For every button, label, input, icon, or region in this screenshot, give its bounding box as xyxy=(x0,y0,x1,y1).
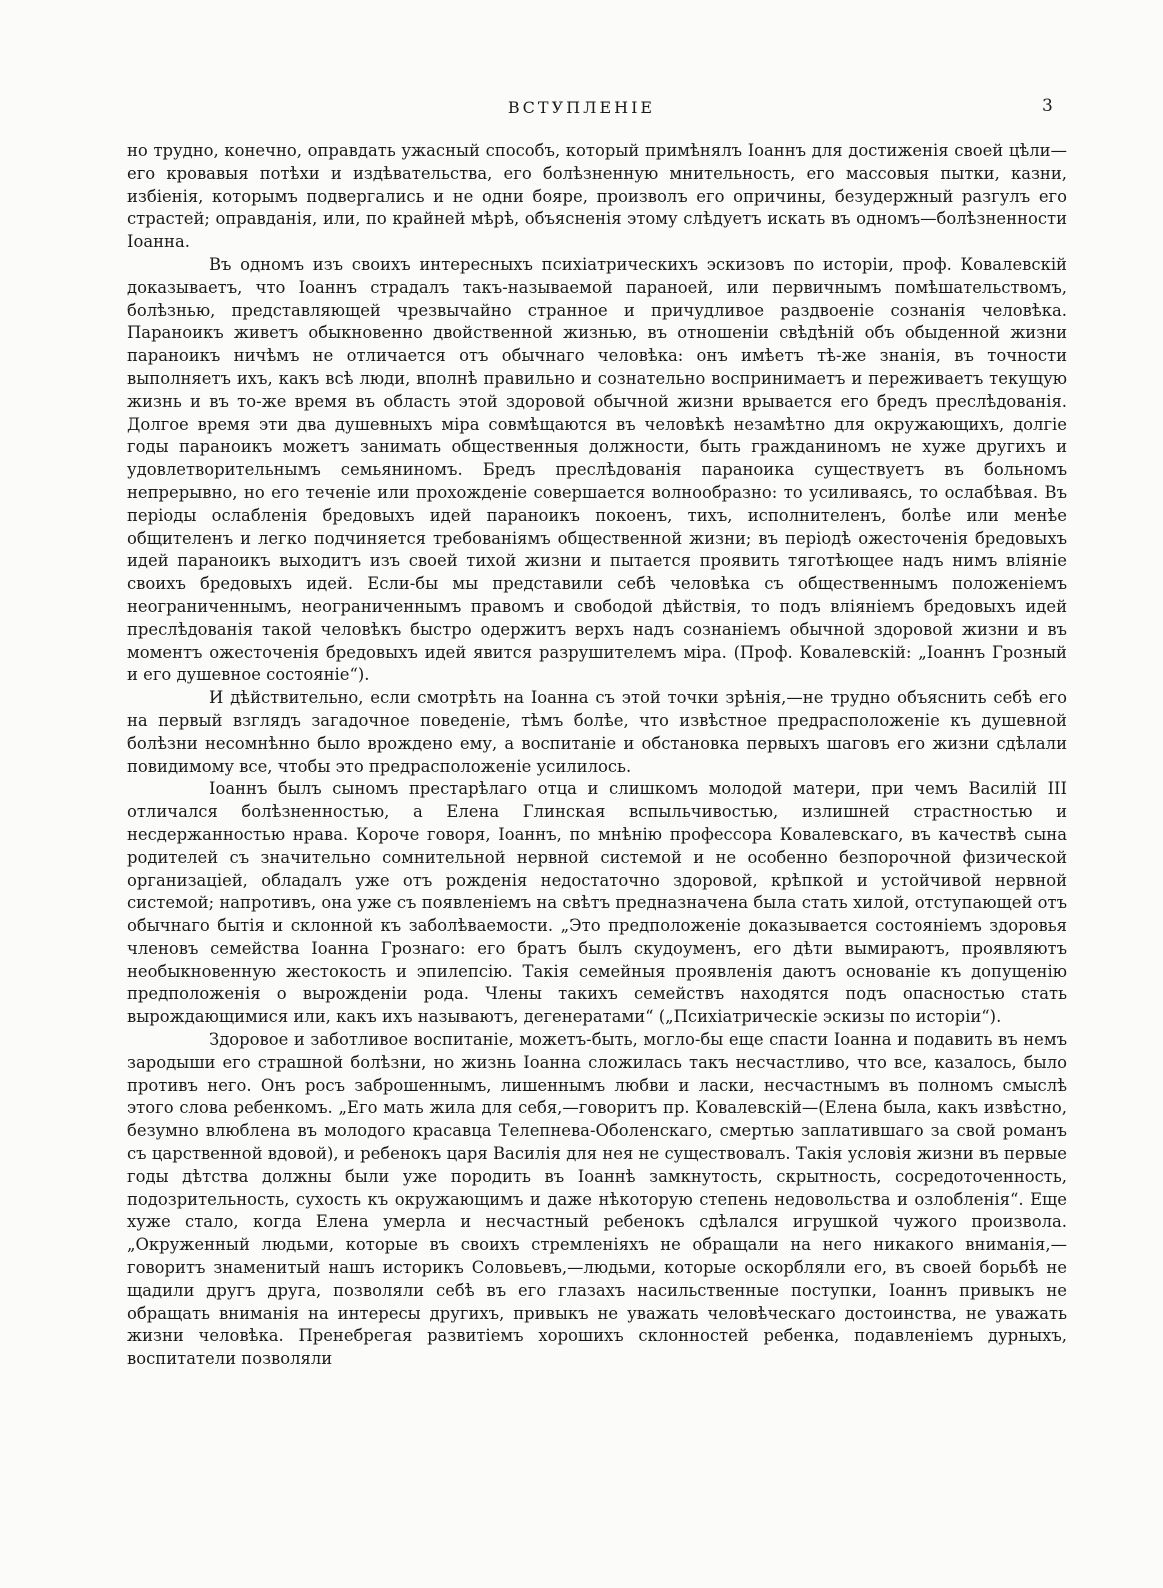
paragraph: Здоровое и заботливое воспитаніе, можетъ-быть, могло-бы еще спасти Іоанна и подавить въ немъ зародыши его страшной болѣзни, но жизнь Іоанна сложилась такъ несчастливо, что все, казалось, было противъ него. Онъ росъ заброшеннымъ, лишеннымъ любви и ласки, несчастнымъ въ полномъ смыслѣ этого слова ребенкомъ. „Его мать жила для себя,—говоритъ пр. Ковалевскій—(Елена была, какъ извѣстно, безумно влюблена въ молодого красавца Телепнева-Оболенскаго, смертью заплатившаго за свой романъ съ царственной вдовой), и ребенокъ царя Василія для нея не существовалъ. Такія условія жизни въ первые годы дѣтства должны были уже породить въ Іоаннѣ замкнутость, скрытность, сосредоточенность, подозрительность, сухость къ окружающимъ и даже нѣкоторую степень недовольства и озлобленія“. Еще хуже стало, когда Елена умерла и несчастный ребенокъ сдѣлался игрушкой чужого произвола. „Окруженный людьми, которые въ своихъ стремленіяхъ не обращали на него никакого вниманія,—говоритъ знаменитый нашъ историкъ Соловьевъ,—людьми, которые оскорбляли его, въ своей борьбѣ не щадили другъ друга, позволяли себѣ въ его глазахъ насильственные поступки, Іоаннъ привыкъ не обращать вниманія на интересы другихъ, привыкъ не уважать человѣческаго достоинства, не уважать жизни человѣка. Пренебрегая развитіемъ хорошихъ склонностей ребенка, подавленіемъ дурныхъ, воспитатели позволяли xyxy=(127,1030,1067,1369)
paragraph: но трудно, конечно, оправдать ужасный способъ, который примѣнялъ Іоаннъ для достиженія своей цѣли—его кровавыя потѣхи и издѣвательства, его болѣзненную мнительность, его массовыя пытки, казни, избіенія, которымъ подвергались и не одни бояре, произволъ его опричины, безудержный разгулъ его страстей; оправданія, или, по крайней мѣрѣ, объясненія этому слѣдуетъ искать въ одномъ—болѣзненности Іоанна. xyxy=(127,141,1067,252)
page-header xyxy=(0,96,1163,126)
body-text xyxy=(127,140,1067,1371)
paragraph: И дѣйствительно, если смотрѣть на Іоанна съ этой точки зрѣнія,—не трудно объяснить себѣ его на первый взглядъ загадочное поведеніе, тѣмъ болѣе, что извѣстное предрасположеніе къ душевной болѣзни несомнѣнно было врождено ему, а воспитаніе и обстановка первыхъ шаговъ его жизни сдѣлали повидимому все, чтобы это предрасположеніе усилилось. xyxy=(127,688,1067,776)
paragraph: Іоаннъ былъ сыномъ престарѣлаго отца и слишкомъ молодой матери, при чемъ Василій III отличался болѣзненностью, а Елена Глинская вспыльчивостью, излишней страстностью и несдержанностью нрава. Короче говоря, Іоаннъ, по мнѣнію профессора Ковалевскаго, въ качествѣ сына родителей съ значительно сомнительной нервной системой и не особенно безпорочной физической организаціей, обладалъ уже отъ рожденія недостаточно здоровой, крѣпкой и устойчивой нервной системой; напротивъ, она уже съ появленіемъ на свѣтъ предназначена была стать хилой, отступающей отъ обычнаго бытія и склонной къ заболѣваемости. „Это предположеніе доказывается состояніемъ здоровья членовъ семейства Іоанна Грознаго: его братъ былъ скудоуменъ, его дѣти вымираютъ, проявляютъ необыкновенную жестокость и эпилепсію. Такія семейныя проявленія даютъ основаніе къ допущенію предположенія о вырожденіи рода. Члены такихъ семействъ находятся подъ опасностью стать вырождающимися или, какъ ихъ называютъ, дегенератами“ („Психіатрическіе эскизы по исторіи“). xyxy=(127,779,1067,1027)
paragraph: Въ одномъ изъ своихъ интересныхъ психіатрическихъ эскизовъ по исторіи, проф. Ковалевскій доказываетъ, что Іоаннъ страдалъ такъ-называемой параноей, или первичнымъ помѣшательствомъ, болѣзнью, представляющей чрезвычайно странное и причудливое раздвоеніе сознанія человѣка. Параноикъ живетъ обыкновенно двойственной жизнью, въ отношеніи свѣдѣній объ обыденной жизни параноикъ ничѣмъ не отличается отъ обычнаго человѣка: онъ имѣетъ тѣ-же знанія, въ точности выполняетъ ихъ, какъ всѣ люди, вполнѣ правильно и сознательно воспринимаетъ и переживаетъ текущую жизнь и въ то-же время въ область этой здоровой обычной жизни врывается его бредъ преслѣдованія. Долгое время эти два душевныхъ міра совмѣщаются въ человѣкѣ незамѣтно для окружающихъ, долгіе годы параноикъ можетъ занимать общественныя должности, быть гражданиномъ не хуже другихъ и удовлетворительнымъ семьяниномъ. Бредъ преслѣдованія параноика существуетъ въ больномъ непрерывно, но его теченіе или прохожденіе совершается волнообразно: то усиливаясь, то ослабѣвая. Въ періоды ослабленія бредовыхъ идей параноикъ покоенъ, тихъ, исполнителенъ, болѣе или менѣе общителенъ и легко подчиняется требованіямъ общественной жизни; въ періодѣ ожесточенія бредовыхъ идей параноикъ выходитъ изъ своей тихой жизни и пытается проявить тяготѣющее надъ нимъ вліяніе своихъ бредовыхъ идей. Если-бы мы представили себѣ человѣка съ общественнымъ положеніемъ неограниченнымъ, неограниченнымъ правомъ и свободой дѣйствія, то подъ вліяніемъ бредовыхъ идей преслѣдованія такой человѣкъ быстро одержитъ верхъ надъ сознаніемъ обычной здоровой жизни и въ моментъ ожесточенія бредовыхъ идей явится разрушителемъ міра. (Проф. Ковалевскій: „Іоаннъ Грозный и его душевное состояніе“). xyxy=(127,254,1067,685)
page-number: 3 xyxy=(1042,96,1053,116)
running-title: ВСТУПЛЕНIЕ xyxy=(507,98,656,117)
